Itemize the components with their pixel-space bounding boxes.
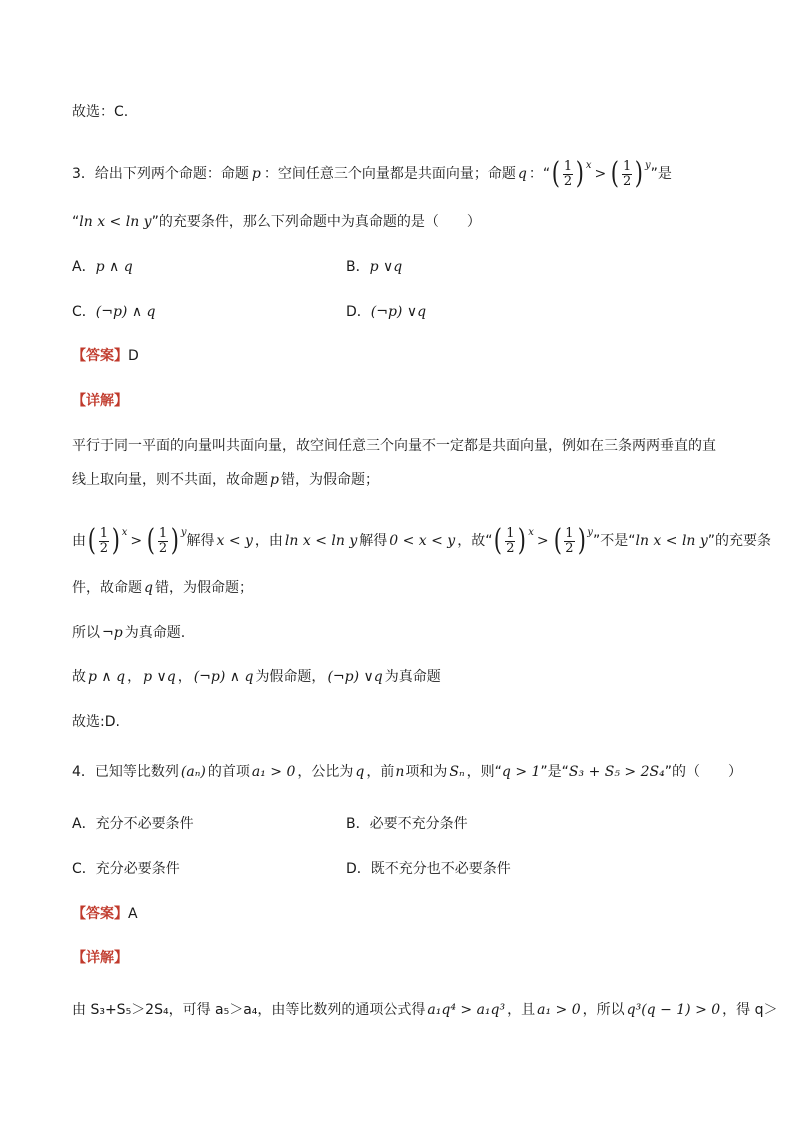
greater-than: > xyxy=(594,166,607,182)
half-pow-x: ( $\frac{1}{2}$ ) x xyxy=(494,523,534,558)
close-paren: ) xyxy=(111,523,120,558)
answer-value: D xyxy=(128,348,139,364)
q3-explanation-1b: 线上取向量，则不共面，故命题 p 错，为假命题； xyxy=(72,472,379,488)
q4-options-row-2 xyxy=(72,858,734,880)
q3-option-a[interactable]: A．p ∧ q xyxy=(72,259,133,275)
fraction: $\frac{1}{2}$ xyxy=(506,525,515,556)
q4-option-c[interactable]: C．充分必要条件 xyxy=(72,861,180,877)
q3-detail-tag: 【详解】 xyxy=(72,393,128,409)
q3-conclusion: 故选:D. xyxy=(72,714,120,730)
q3-ln-expression: ln x < ln y xyxy=(79,214,152,230)
q3-colon: ： xyxy=(528,166,543,182)
q3-stem-line-1 xyxy=(72,158,734,190)
q3-answer xyxy=(72,345,734,367)
previous-conclusion: 故选：C. xyxy=(72,104,129,120)
q4-option-b[interactable]: B．必要不充分条件 xyxy=(346,816,468,832)
open-paren: ( xyxy=(551,156,561,191)
answer-tag: 【答案】 xyxy=(72,906,128,922)
q3-half-pow-x: ( $\frac{1}{2}$ ) x xyxy=(551,156,592,191)
q4-option-d[interactable]: D．既不充分也不必要条件 xyxy=(346,861,511,877)
q3-options-row-2 xyxy=(72,301,734,323)
close-paren: ) xyxy=(634,156,644,191)
fraction: $\frac{1}{2}$ xyxy=(99,525,108,556)
q3-half-pow-y: ( $\frac{1}{2}$ ) y xyxy=(610,156,651,191)
fraction: $\frac{1}{2}$ xyxy=(158,525,168,556)
open-paren: ( xyxy=(610,156,620,191)
open-paren: ( xyxy=(553,523,562,558)
q3-stem-prefix: 3．给出下列两个命题：命题 xyxy=(72,166,249,182)
q4-options-row-1 xyxy=(72,813,734,835)
close-paren: ) xyxy=(577,523,586,558)
q3-explanation-2: 由 ( $\frac{1}{2}$ ) x > ( $\frac{1}{2}$ ) y 解得 x < y ，由 ln x < ln y 解得 0 < x < y ，故“ ( $\frac{1}{2}$ ) x > ( $\frac{1}{2}$ ) y ”不是“ ln x < ln y ”的充要条 xyxy=(72,523,772,558)
half-pow-y: ( $\frac{1}{2}$ ) y xyxy=(146,523,187,558)
close-paren: ) xyxy=(518,523,527,558)
open-paren: ( xyxy=(87,523,96,558)
q3-explanation-5: 故 p ∧ q ， p ∨q ， (¬p) ∧ q 为假命题， (¬p) ∨q 为真命题 xyxy=(72,669,441,685)
fraction: $\frac{1}{2}$ xyxy=(563,158,573,189)
q3-explanation-3: 件，故命题 q 错，为假命题； xyxy=(72,580,253,596)
q4-detail-tag: 【详解】 xyxy=(72,950,128,966)
answer-tag: 【答案】 xyxy=(72,348,128,364)
open-paren: ( xyxy=(146,523,156,558)
q3-options-row-1 xyxy=(72,256,734,278)
close-paren: ) xyxy=(575,156,585,191)
q3-explanation-4: 所以 ¬p 为真命题. xyxy=(72,625,186,641)
q3-option-b[interactable]: B．p ∨q xyxy=(346,259,403,275)
answer-value: A xyxy=(128,906,138,922)
q3-option-d[interactable]: D．(¬p) ∨q xyxy=(346,304,427,320)
q3-close-quote-is: ”是 xyxy=(650,166,672,182)
fraction: $\frac{1}{2}$ xyxy=(622,158,632,189)
half-pow-x: ( $\frac{1}{2}$ ) x xyxy=(87,523,128,558)
close-paren: ) xyxy=(170,523,180,558)
fraction: $\frac{1}{2}$ xyxy=(565,525,574,556)
q3-p-symbol: p xyxy=(251,166,261,182)
q3-stem-line-2: “ln x < ln y”的充要条件，那么下列命题中为真命题的是（ ） xyxy=(72,214,481,230)
q3-option-c[interactable]: C．(¬p) ∧ q xyxy=(72,304,156,320)
q3-q-symbol: q xyxy=(517,166,527,182)
q3-stem-mid: ：空间任意三个向量都是共面向量；命题 xyxy=(263,166,516,182)
open-paren: ( xyxy=(494,523,503,558)
q4-explanation: 由 S₃+S₅＞2S₄，可得 a₅＞a₄，由等比数列的通项公式得 a₁q⁴ > a₁q³ ，且 a₁ > 0 ，所以 q³(q − 1) > 0 ，得 q＞ xyxy=(72,1002,778,1018)
q4-option-a[interactable]: A．充分不必要条件 xyxy=(72,816,194,832)
q3-open-quote: “ xyxy=(542,166,551,182)
half-pow-y: ( $\frac{1}{2}$ ) y xyxy=(553,523,593,558)
q4-stem: 4．已知等比数列 (aₙ) 的首项 a₁ > 0 ，公比为 q ，前n项和为 Sₙ ，则“q > 1”是“S₃ + S₅ > 2S₄”的（ ） xyxy=(72,764,742,780)
q3-explanation-1a: 平行于同一平面的向量叫共面向量，故空间任意三个向量不一定都是共面向量，例如在三条两两垂直的直 xyxy=(72,438,716,454)
q4-answer xyxy=(72,903,734,925)
